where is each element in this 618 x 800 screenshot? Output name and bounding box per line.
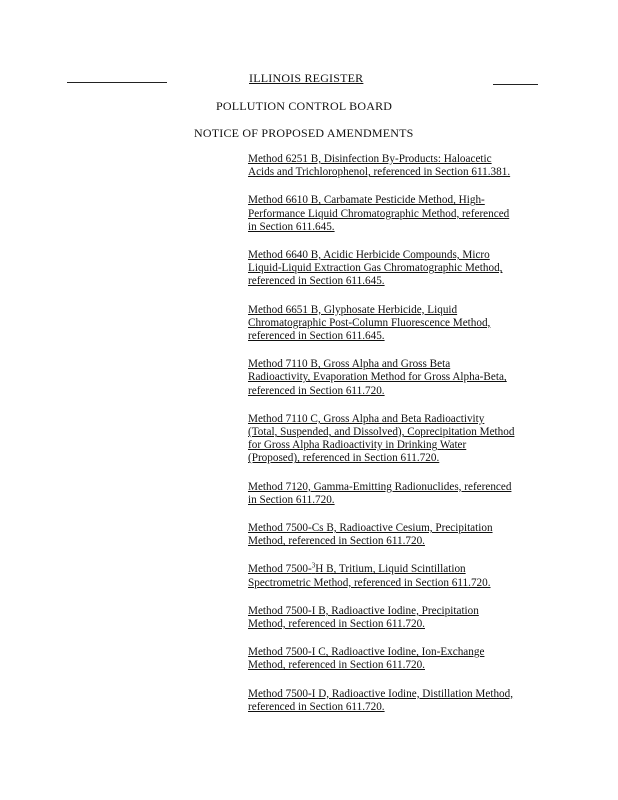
method-line: Method 7120, Gamma-Emitting Radionuclides, referenced — [248, 480, 512, 493]
method-line: Radioactivity, Evaporation Method for Gross Alpha-Beta, — [248, 371, 507, 384]
method-line: Chromatographic Post-Column Fluorescence Method, — [248, 316, 491, 329]
method-line: Liquid-Liquid Extraction Gas Chromatographic Method, — [248, 262, 503, 275]
method-line: referenced in Section 611.645. — [248, 330, 385, 343]
method-item — [248, 249, 548, 289]
method-line: Spectrometric Method, referenced in Section 611.720. — [248, 576, 491, 589]
method-line: Method 6651 B, Glyphosate Herbicide, Liquid — [248, 303, 458, 316]
method-item — [248, 304, 548, 344]
method-line: Method 6251 B, Disinfection By-Products: Haloacetic — [248, 153, 492, 165]
notice-title: NOTICE OF PROPOSED AMENDMENTS — [194, 126, 414, 140]
method-prefix: Method 7500- — [248, 563, 312, 576]
method-line: Method, referenced in Section 611.720. — [248, 618, 425, 631]
method-line: (Total, Suspended, and Dissolved), Coprecipitation Method — [248, 426, 515, 439]
method-item — [248, 605, 548, 631]
method-line: for Gross Alpha Radioactivity in Drinking Water — [248, 439, 467, 452]
method-item — [248, 522, 548, 548]
superscript: 3 — [311, 561, 316, 570]
method-line-rest: H B, Tritium, Liquid Scintillation — [315, 563, 466, 576]
method-line: Method, referenced in Section 611.720. — [248, 659, 425, 672]
method-line: Method 7500-I C, Radioactive Iodine, Ion-Exchange — [248, 646, 485, 659]
method-line: Method 6610 B, Carbamate Pesticide Method, High- — [248, 194, 485, 207]
header-rule-right — [493, 84, 538, 85]
method-item — [248, 563, 548, 589]
method-item — [248, 153, 548, 179]
method-line: Method 7110 B, Gross Alpha and Gross Beta — [248, 358, 451, 371]
method-line: referenced in Section 611.720. — [248, 700, 385, 713]
method-line: referenced in Section 611.720. — [248, 384, 385, 397]
method-line: in Section 611.645. — [248, 220, 335, 233]
method-line: Method 7500-Cs B, Radioactive Cesium, Precipitation — [248, 522, 493, 535]
method-item — [248, 413, 548, 466]
register-title: ILLINOIS REGISTER — [249, 71, 364, 85]
method-line: Method 6640 B, Acidic Herbicide Compounds, Micro — [248, 249, 490, 262]
method-line: in Section 611.720. — [248, 493, 335, 506]
method-line: Performance Liquid Chromatographic Method, referenced — [248, 207, 510, 220]
method-item — [248, 688, 548, 714]
method-line: Method 7110 C, Gross Alpha and Beta Radioactivity — [248, 412, 485, 425]
method-line: Method 7500-I B, Radioactive Iodine, Precipitation — [248, 604, 479, 617]
method-line: (Proposed), referenced in Section 611.720. — [248, 452, 440, 465]
method-line: referenced in Section 611.645. — [248, 275, 385, 288]
method-line: Method 7500-I D, Radioactive Iodine, Distillation Method, — [248, 687, 514, 700]
method-item — [248, 646, 548, 672]
method-item — [248, 481, 548, 507]
header-rule-left — [67, 82, 167, 83]
method-item — [248, 358, 548, 398]
method-line: Method, referenced in Section 611.720. — [248, 535, 425, 548]
method-line — [248, 563, 548, 576]
method-item — [248, 194, 548, 234]
method-list — [248, 153, 548, 714]
board-title: POLLUTION CONTROL BOARD — [216, 99, 393, 113]
method-line: Acids and Trichlorophenol, referenced in Section 611.381. — [248, 166, 511, 179]
